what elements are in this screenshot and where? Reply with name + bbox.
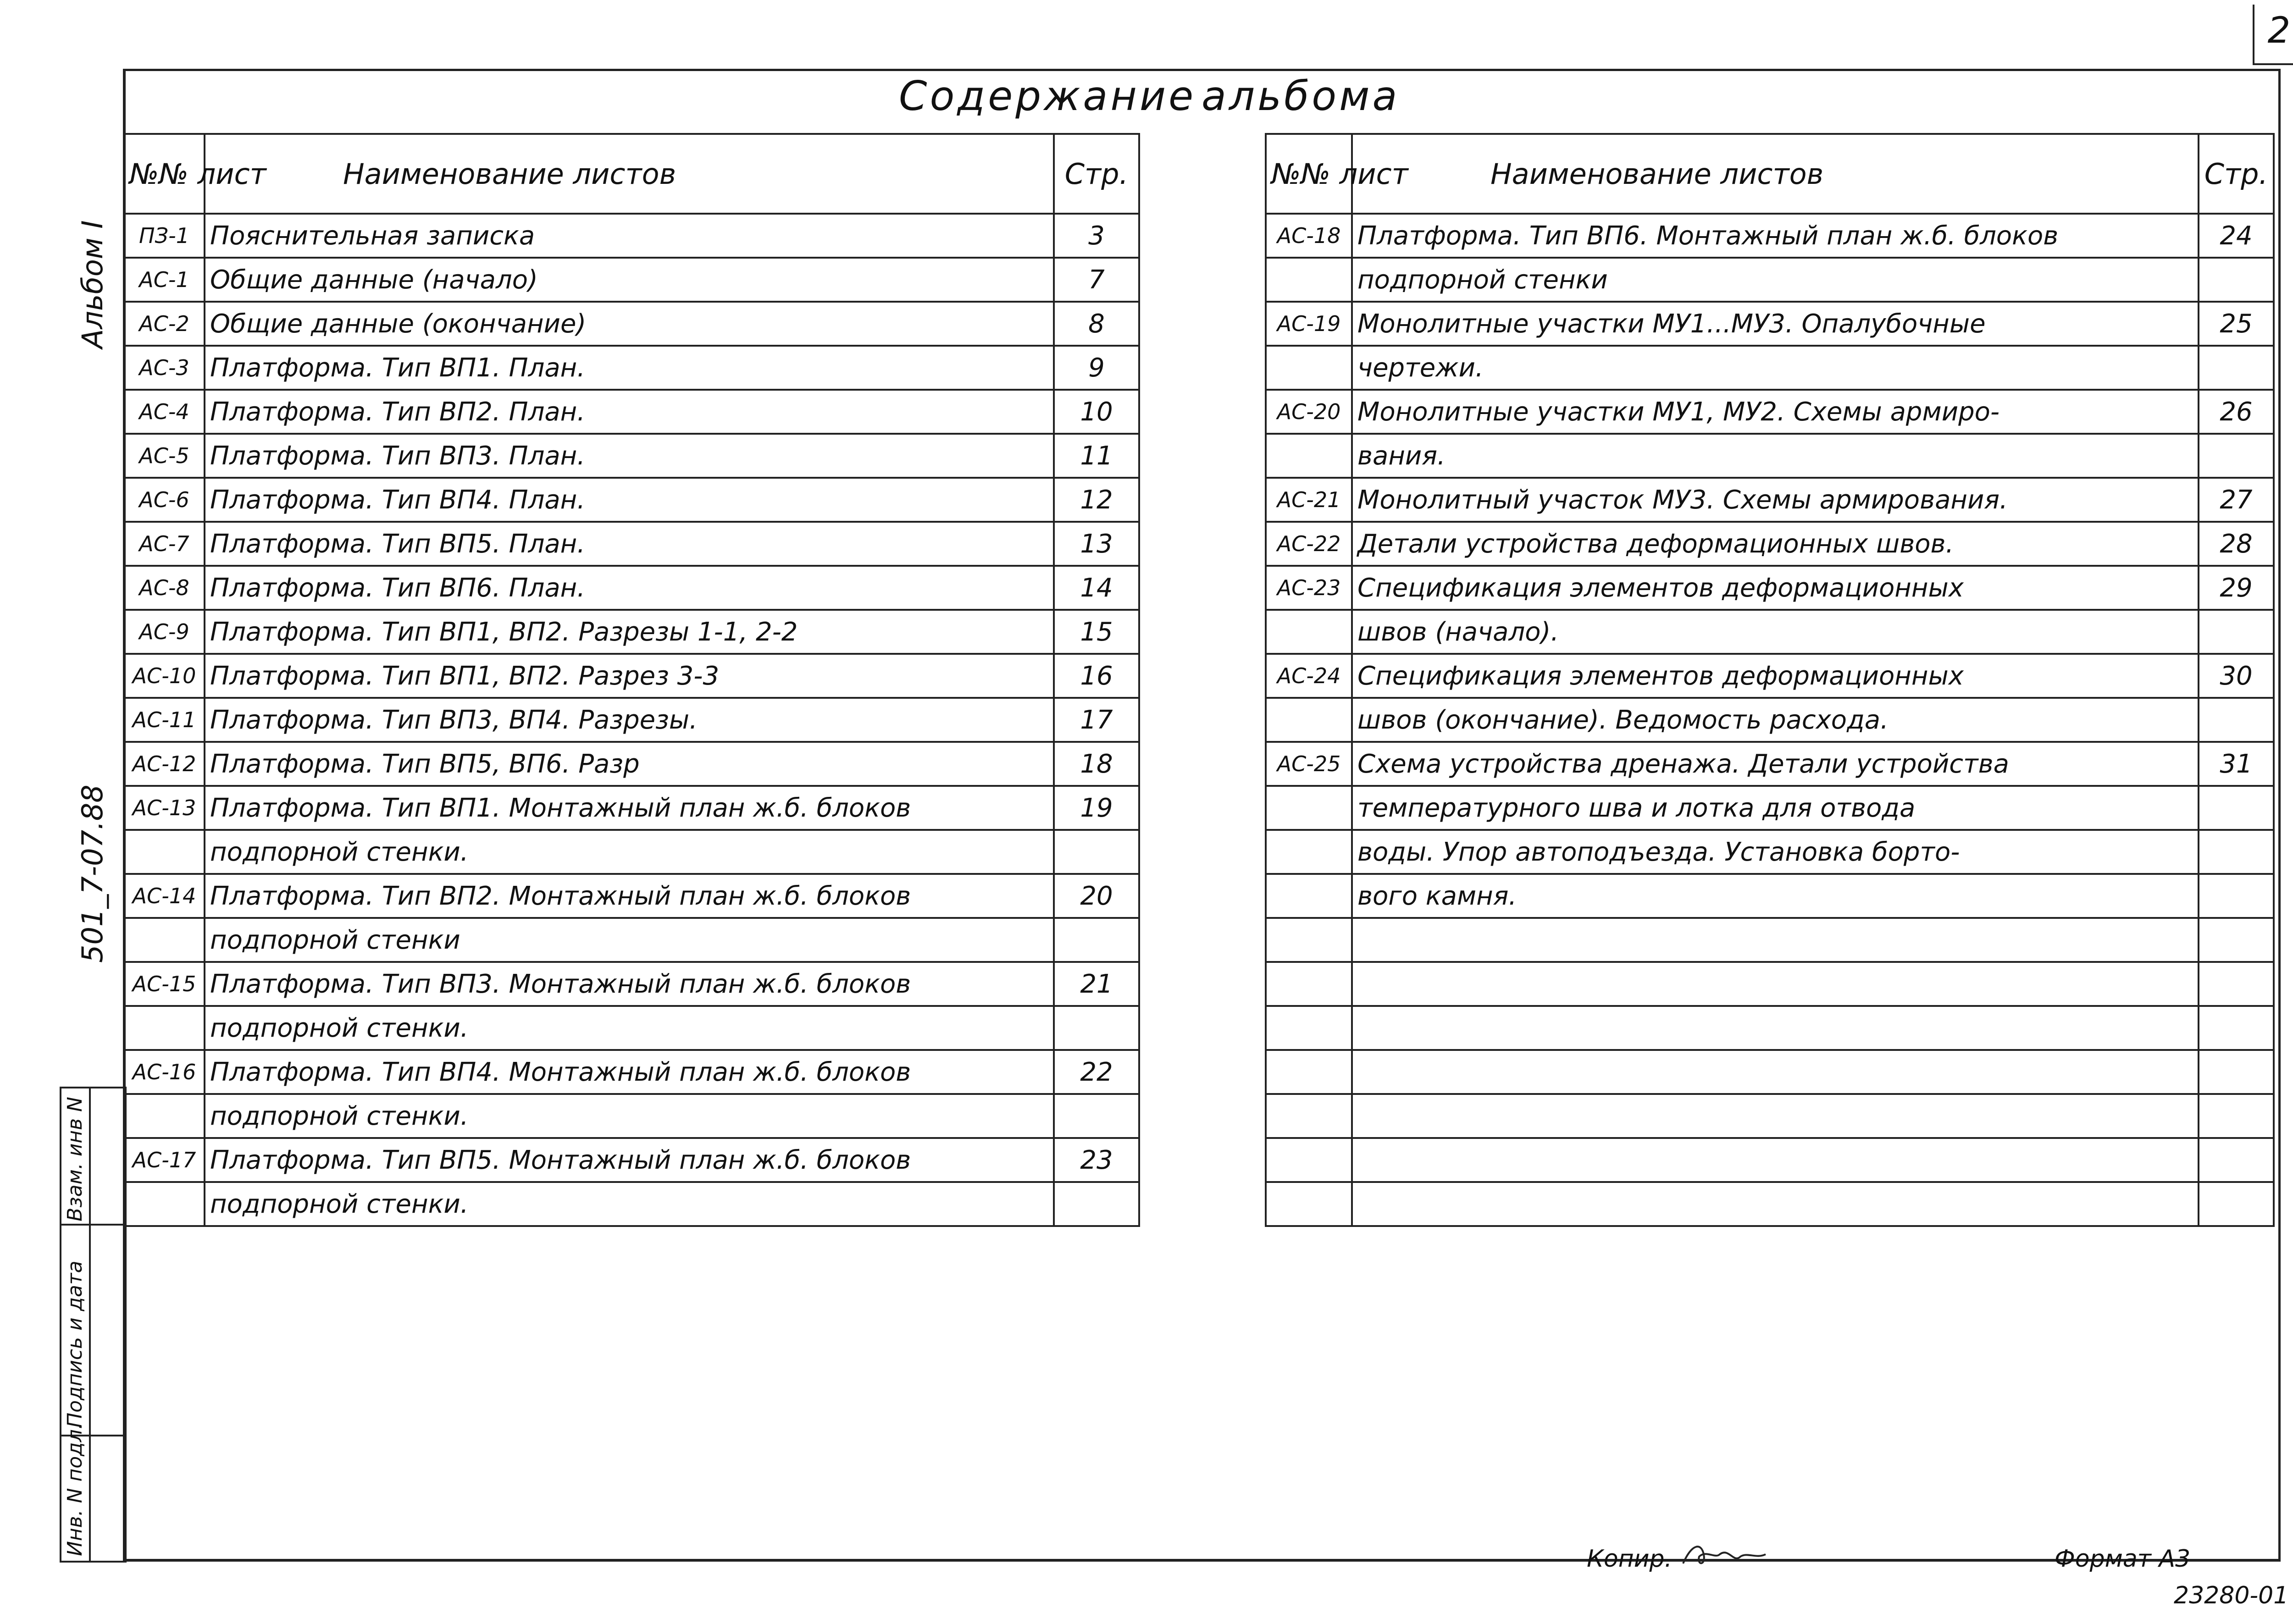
sheet-name: Платформа. Тип ВП6. План. [205,566,1054,610]
sheet-name [1352,1006,2199,1050]
sheet-number: АС-14 [124,874,205,918]
sheet-name: подпорной стенки. [205,1182,1054,1226]
page-number [2199,918,2274,962]
table-row [1266,390,2274,434]
sheet-number [1266,698,1352,742]
table-row [1266,258,2274,302]
sheet-number [1266,1138,1352,1182]
page-number: 24 [2199,214,2274,258]
sheet-name: Платформа. Тип ВП4. План. [205,478,1054,522]
table-row [1266,654,2274,698]
sheet-name: подпорной стенки. [205,830,1054,874]
page-number: 12 [1054,478,1139,522]
table-row [1266,742,2274,786]
table-row [124,522,1139,566]
sheet-number: АС-19 [1266,302,1352,346]
sheet-name: Платформа. Тип ВП1, ВП2. Разрез 3-3 [205,654,1054,698]
table-row [124,434,1139,478]
sheet-number [1266,610,1352,654]
table-row [1266,610,2274,654]
sheet-name: Платформа. Тип ВП4. Монтажный план ж.б. блоков [205,1050,1054,1094]
stamp-sign-label: Подпись и дата [63,1260,87,1428]
table-row [1266,874,2274,918]
page-number: 26 [2199,390,2274,434]
sheet-number: АС-4 [124,390,205,434]
sheet-name: швов (окончание). Ведомость расхода. [1352,698,2199,742]
page-number [2199,1094,2274,1138]
sheet-number [124,830,205,874]
sheet-number: АС-10 [124,654,205,698]
table-row [124,478,1139,522]
sheet-name: вого камня. [1352,874,2199,918]
page-number [2199,1050,2274,1094]
sheet-name: Платформа. Тип ВП2. Монтажный план ж.б. блоков [205,874,1054,918]
page-number [1054,830,1139,874]
document-code: 501_7-07.88 [76,784,109,963]
sheet-name: воды. Упор автоподъезда. Установка борто- [1352,830,2199,874]
sheet-name: швов (начало). [1352,610,2199,654]
page-number [1054,1182,1139,1226]
sheet-name: Общие данные (окончание) [205,302,1054,346]
page-number: 17 [1054,698,1139,742]
table-row [124,1182,1139,1226]
page-number [2199,962,2274,1006]
page-title: Содержание [899,72,1196,120]
sheet-number: АС-13 [124,786,205,830]
sheet-number [1266,434,1352,478]
sheet-name: Платформа. Тип ВП5. План. [205,522,1054,566]
page-number: 16 [1054,654,1139,698]
page-number [2199,1182,2274,1226]
sheet-number: АС-3 [124,346,205,390]
page-number [1054,1006,1139,1050]
sheet-number [1266,830,1352,874]
page-number [2199,874,2274,918]
sheet-number: АС-15 [124,962,205,1006]
sheet-number: ПЗ-1 [124,214,205,258]
sheet-number [1266,1050,1352,1094]
page-number: 23 [1054,1138,1139,1182]
contents-table-left-body [124,134,1139,1226]
sheet-number [1266,1006,1352,1050]
page-number [2199,698,2274,742]
sheet-name: Платформа. Тип ВП1. План. [205,346,1054,390]
page-number: 21 [1054,962,1139,1006]
sheet-number: АС-23 [1266,566,1352,610]
page-number: 30 [2199,654,2274,698]
page-number: 2 [2267,10,2291,51]
sheet-number [124,1094,205,1138]
table-row [124,390,1139,434]
table-row [124,1094,1139,1138]
page-number: 27 [2199,478,2274,522]
sheet-name: температурного шва и лотка для отвода [1352,786,2199,830]
sheet-number [1266,1182,1352,1226]
table-row [124,918,1139,962]
table-row [124,610,1139,654]
table-row [1266,1050,2274,1094]
table-row [124,1138,1139,1182]
sheet-name [1352,918,2199,962]
table-row [1266,522,2274,566]
header-sheet-name: Наименование листов [205,134,1054,214]
page-number: 14 [1054,566,1139,610]
sheet-number [1266,1094,1352,1138]
table-row [124,654,1139,698]
table-row [124,742,1139,786]
sheet-name: Пояснительная записка [205,214,1054,258]
header-sheet-name: Наименование листов [1352,134,2199,214]
sheet-number: АС-11 [124,698,205,742]
table-row [124,874,1139,918]
page-number: 22 [1054,1050,1139,1094]
sheet-name: Детали устройства деформационных швов. [1352,522,2199,566]
page-number [1054,1094,1139,1138]
sheet-name: подпорной стенки [205,918,1054,962]
sheet-name: Платформа. Тип ВП5. Монтажный план ж.б. блоков [205,1138,1054,1182]
table-row [1266,1182,2274,1226]
page-number [2199,346,2274,390]
page-number: 20 [1054,874,1139,918]
sheet-name: Платформа. Тип ВП6. Монтажный план ж.б. блоков [1352,214,2199,258]
sheet-number [1266,918,1352,962]
table-row [1266,302,2274,346]
sheet-number: АС-6 [124,478,205,522]
table-row [124,302,1139,346]
table-row [124,1006,1139,1050]
table-row [124,346,1139,390]
page-title-continued: альбома [1202,72,1400,120]
stamp-replace-label: Взам. инв N [63,1097,87,1221]
table-row [1266,786,2274,830]
header-page: Стр. [2199,134,2274,214]
sheet-name: подпорной стенки. [205,1006,1054,1050]
page-number [2199,830,2274,874]
sheet-number [124,918,205,962]
table-row [124,698,1139,742]
table-row [1266,962,2274,1006]
sheet-name: Платформа. Тип ВП1. Монтажный план ж.б. блоков [205,786,1054,830]
table-header-row [124,134,1139,214]
sheet-name [1352,1094,2199,1138]
drawing-number: 23280-01 [2174,1582,2289,1609]
table-row [1266,918,2274,962]
table-row [1266,566,2274,610]
sheet-number: АС-2 [124,302,205,346]
sheet-name: вания. [1352,434,2199,478]
page-number [2199,258,2274,302]
page-number: 8 [1054,302,1139,346]
sheet-name: Платформа. Тип ВП2. План. [205,390,1054,434]
sheet-name [1352,1182,2199,1226]
sheet-number: АС-21 [1266,478,1352,522]
sheet-name: чертежи. [1352,346,2199,390]
sheet-number [1266,258,1352,302]
contents-table-left [123,133,1140,1227]
table-row [124,566,1139,610]
sheet-number: АС-8 [124,566,205,610]
page-number [2199,1138,2274,1182]
table-row [1266,214,2274,258]
sheet-number: АС-17 [124,1138,205,1182]
table-row [124,962,1139,1006]
sheet-name: Схема устройства дренажа. Детали устройства [1352,742,2199,786]
stamp-inventory-label: Инв. N подл. [63,1423,87,1556]
table-row [1266,478,2274,522]
page-number: 13 [1054,522,1139,566]
copier-signature-icon [1678,1541,1770,1573]
table-row [124,1050,1139,1094]
page-number: 11 [1054,434,1139,478]
sheet-number [1266,786,1352,830]
sheet-name [1352,1138,2199,1182]
sheet-number: АС-24 [1266,654,1352,698]
page-number: 19 [1054,786,1139,830]
sheet-number: АС-12 [124,742,205,786]
sheet-name: Платформа. Тип ВП3. План. [205,434,1054,478]
page-number: 28 [2199,522,2274,566]
sheet-name [1352,1050,2199,1094]
side-stamp [60,1087,127,1563]
sheet-number: АС-22 [1266,522,1352,566]
page-number [2199,434,2274,478]
sheet-number [124,1182,205,1226]
sheet-number: АС-5 [124,434,205,478]
table-row [1266,830,2274,874]
sheet-number: АС-25 [1266,742,1352,786]
sheet-number [1266,962,1352,1006]
sheet-name: Платформа. Тип ВП3, ВП4. Разрезы. [205,698,1054,742]
page-number [2199,1006,2274,1050]
sheet-number: АС-20 [1266,390,1352,434]
sheet-name: Платформа. Тип ВП3. Монтажный план ж.б. блоков [205,962,1054,1006]
sheet-name: Спецификация элементов деформационных [1352,566,2199,610]
sheet-name: Монолитные участки МУ1, МУ2. Схемы армиро- [1352,390,2199,434]
sheet-number: АС-16 [124,1050,205,1094]
table-row [124,786,1139,830]
page-number: 31 [2199,742,2274,786]
format-label: Формат А3 [2055,1545,2191,1573]
table-row [124,214,1139,258]
table-row [1266,1094,2274,1138]
table-row [124,830,1139,874]
table-row [1266,1006,2274,1050]
table-row [1266,346,2274,390]
table-row [1266,1138,2274,1182]
page-number: 10 [1054,390,1139,434]
page-number: 9 [1054,346,1139,390]
sheet-name: Платформа. Тип ВП1, ВП2. Разрезы 1-1, 2-2 [205,610,1054,654]
album-label: Альбом I [76,220,109,348]
sheet-name: Монолитные участки МУ1...МУ3. Опалубочные [1352,302,2199,346]
page-number [1054,918,1139,962]
page-number: 25 [2199,302,2274,346]
page-number [2199,786,2274,830]
page-number: 29 [2199,566,2274,610]
page-number: 3 [1054,214,1139,258]
table-header-row [1266,134,2274,214]
table-row [1266,434,2274,478]
sheet-number [1266,346,1352,390]
table-row [124,258,1139,302]
sheet-name: подпорной стенки [1352,258,2199,302]
table-row [1266,698,2274,742]
page-number: 15 [1054,610,1139,654]
header-sheet-number: №№ лист [124,134,205,214]
sheet-name: Монолитный участок МУ3. Схемы армирования. [1352,478,2199,522]
header-sheet-number: №№ лист [1266,134,1352,214]
page-number: 7 [1054,258,1139,302]
sheet-name [1352,962,2199,1006]
sheet-name: подпорной стенки. [205,1094,1054,1138]
sheet-number: АС-18 [1266,214,1352,258]
contents-table-right-body [1266,134,2274,1226]
copied-label: Копир. [1587,1545,1673,1573]
page-number: 18 [1054,742,1139,786]
page-number [2199,610,2274,654]
sheet-number [124,1006,205,1050]
sheet-number [1266,874,1352,918]
header-page: Стр. [1054,134,1139,214]
sheet-number: АС-7 [124,522,205,566]
sheet-name: Платформа. Тип ВП5, ВП6. Разр [205,742,1054,786]
sheet-name: Общие данные (начало) [205,258,1054,302]
sheet-number: АС-1 [124,258,205,302]
sheet-name: Спецификация элементов деформационных [1352,654,2199,698]
sheet-number: АС-9 [124,610,205,654]
contents-table-right [1265,133,2275,1227]
